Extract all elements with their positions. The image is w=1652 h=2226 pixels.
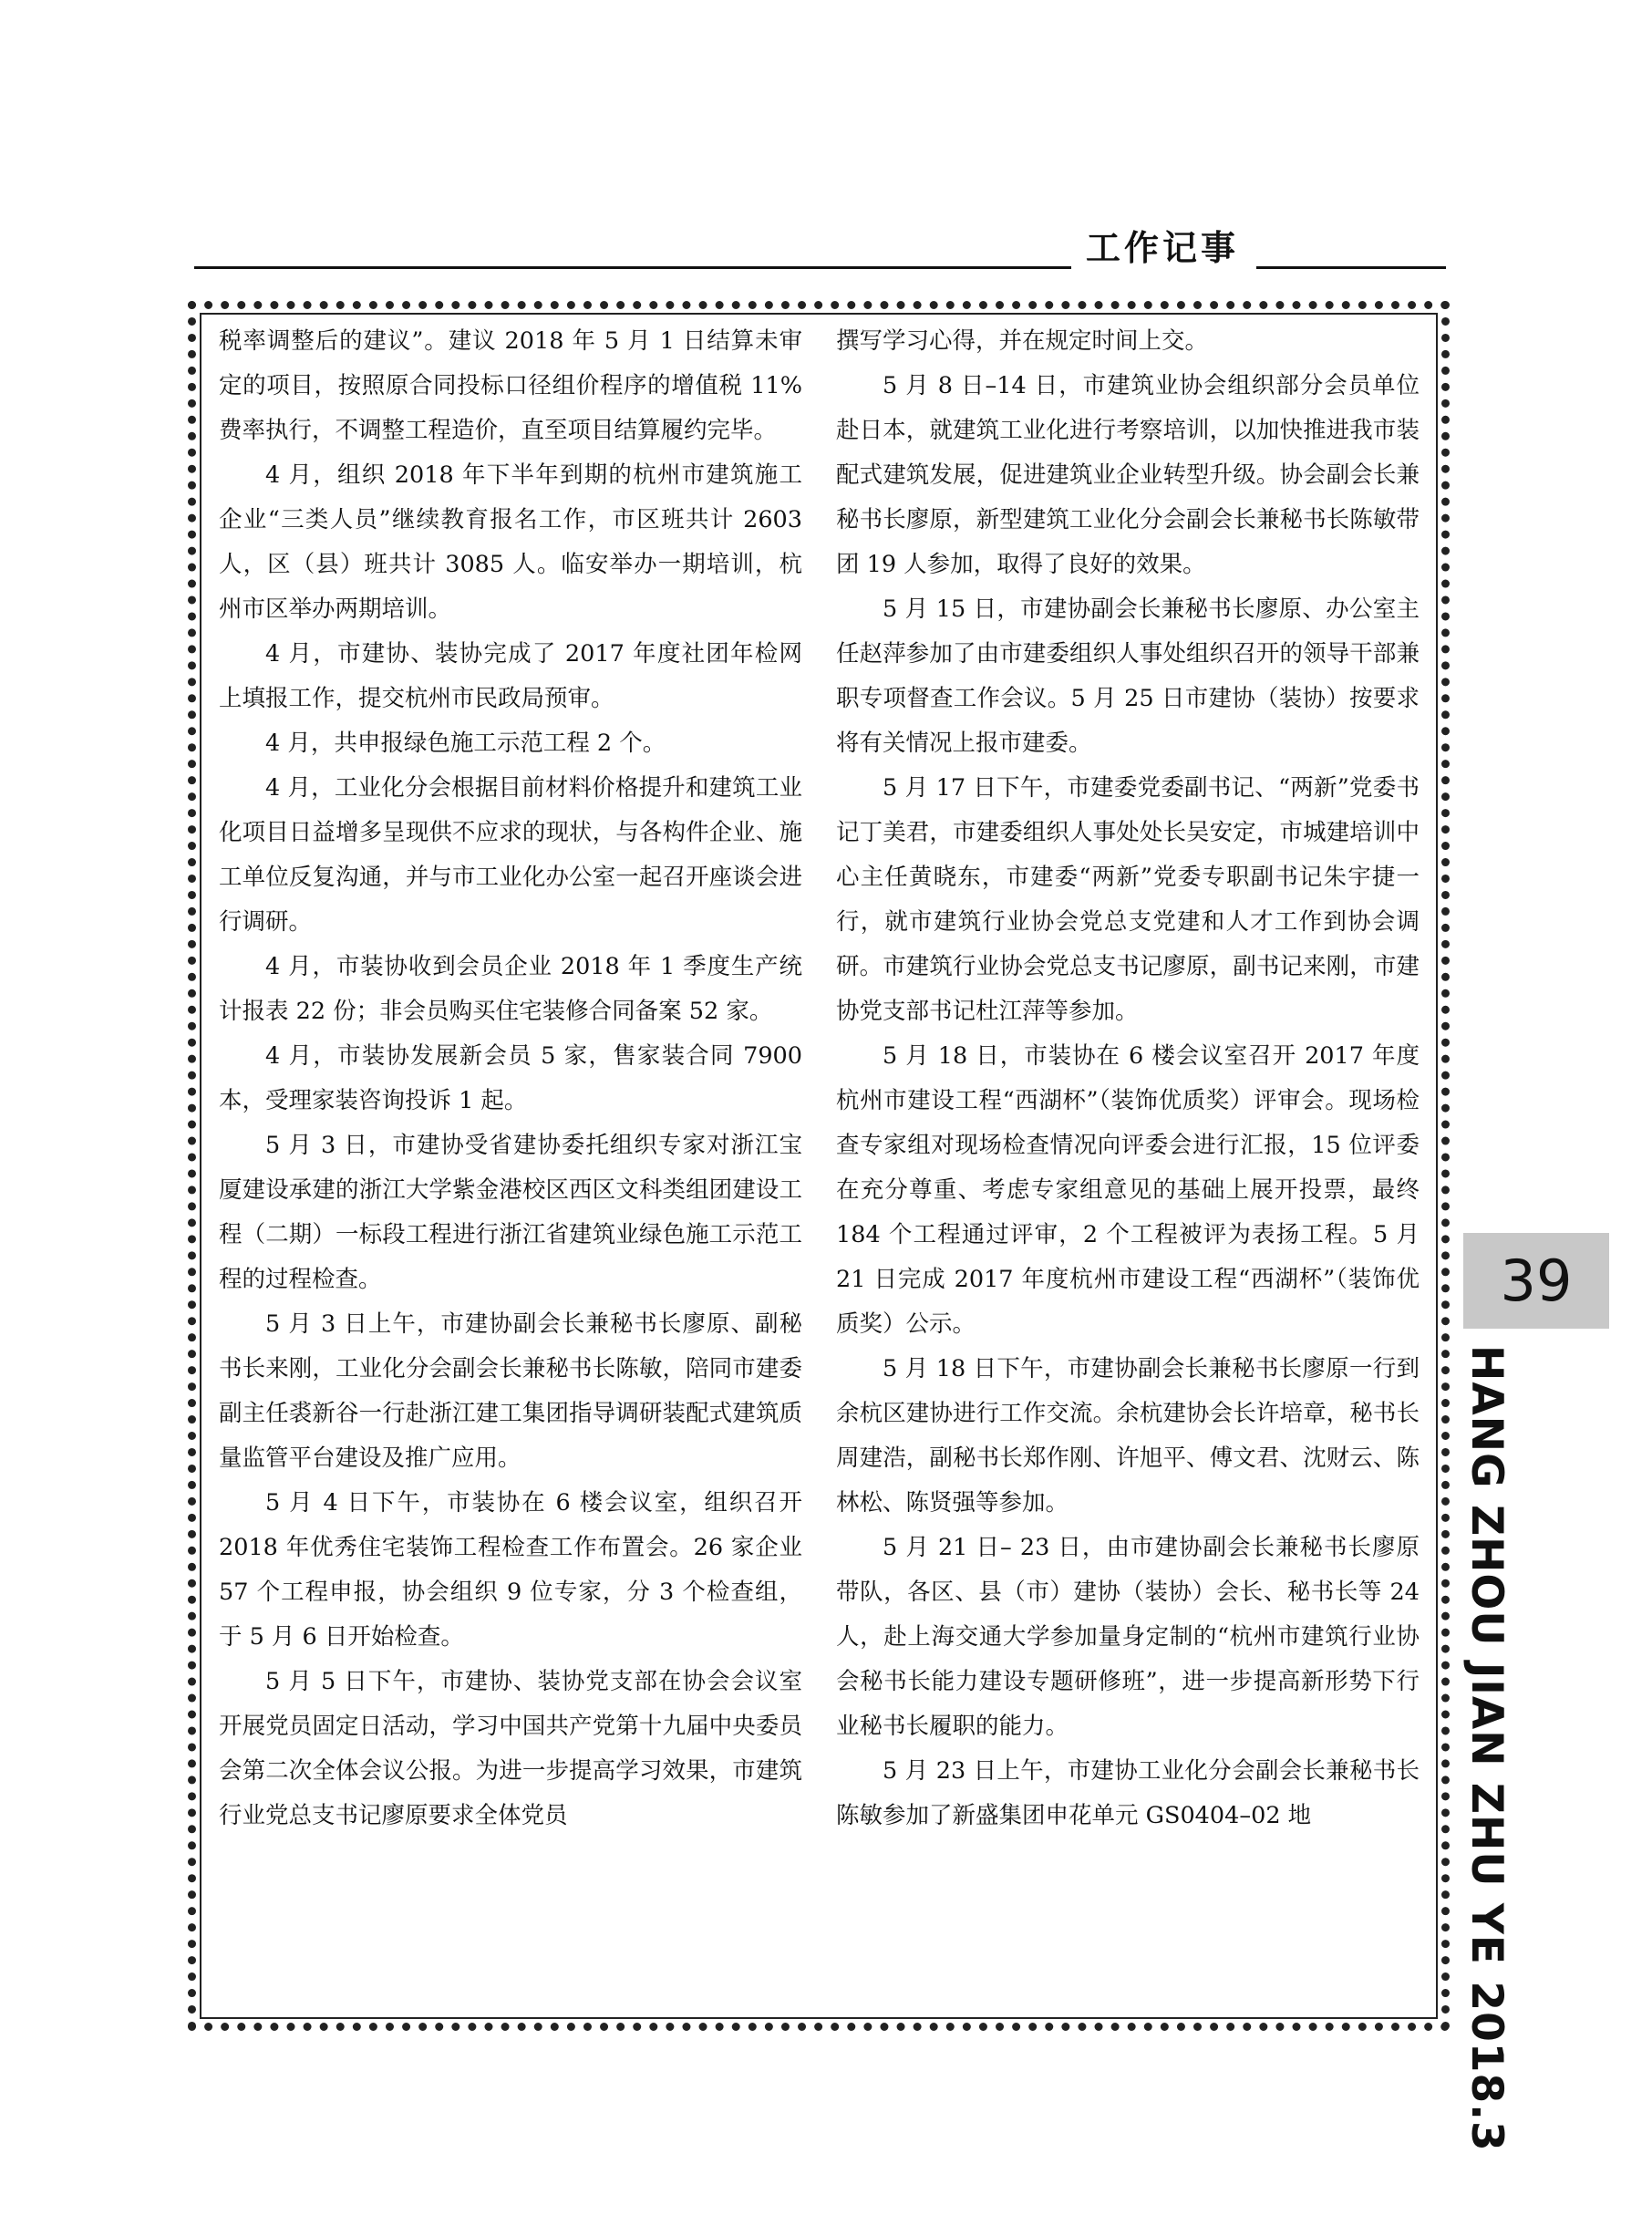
paragraph: 5 月 3 日上午，市建协副会长兼秘书长廖原、副秘书长来刚，工业化分会副会长兼秘书长陈敏，陪同市建委副主任裘新谷一行赴浙江建工集团指导调研装配式建筑质量监管平台建设及推广应用。 bbox=[219, 1310, 802, 1472]
paragraph: 5 月 23 日上午，市建协工业化分会副会长兼秘书长陈敏参加了新盛集团申花单元 GS0404–02 地 bbox=[836, 1757, 1420, 1829]
section-title: 工作记事 bbox=[1085, 228, 1239, 268]
paragraph: 税率调整后的建议”。建议 2018 年 5 月 1 日结算未审定的项目，按照原合同投标口径组价程序的增值税 11%费率执行，不调整工程造价，直至项目结算履约完毕。 bbox=[219, 327, 802, 444]
paragraph: 5 月 5 日下午，市建协、装协党支部在协会会议室开展党员固定日活动，学习中国共产党第十九届中央委员会第二次全体会议公报。为进一步提高学习效果，市建筑行业党总支书记廖原要求全体党员 bbox=[219, 1668, 802, 1829]
header-rule-right bbox=[1256, 266, 1446, 269]
paragraph: 5 月 18 日下午，市建协副会长兼秘书长廖原一行到余杭区建协进行工作交流。余杭建协会长许培章，秘书长周建浩，副秘书长郑作刚、许旭平、傅文君、沈财云、陈林松、陈贤强等参加。 bbox=[836, 1355, 1420, 1517]
paragraph: 5 月 18 日，市装协在 6 楼会议室召开 2017 年度杭州市建设工程“西湖杯”（装饰优质奖）评审会。现场检查专家组对现场检查情况向评委会进行汇报，15 位评委在充分尊重、考虑专家组意见的基础上展开投票，最终 184 个工程通过评审，2 个工程被评为表扬工程。5 月 21 日完成 2017 年度杭州市建设工程“西湖杯”（装饰优质奖）公示。 bbox=[836, 1042, 1420, 1338]
journal-footer-text: HANG ZHOU JIAN ZHU YE 2018.3 bbox=[1461, 1345, 1512, 2152]
paragraph: 5 月 4 日下午，市装协在 6 楼会议室，组织召开 2018 年优秀住宅装饰工程检查工作布置会。26 家企业 57 个工程申报，协会组织 9 位专家，分 3 个检查组，于 5 月 6 日开始检查。 bbox=[219, 1489, 802, 1651]
paragraph: 撰写学习心得，并在规定时间上交。 bbox=[836, 327, 1209, 355]
right-column bbox=[836, 319, 1420, 1838]
paragraph: 5 月 17 日下午，市建委党委副书记、“两新”党委书记丁美君，市建委组织人事处处长吴安定，市城建培训中心主任黄晓东，市建委“两新”党委专职副书记朱宇捷一行，就市建筑行业协会党总支党建和人才工作到协会调研。市建筑行业协会党总支书记廖原，副书记来刚，市建协党支部书记杜江萍等参加。 bbox=[836, 774, 1420, 1025]
paragraph: 4 月，市建协、装协完成了 2017 年度社团年检网上填报工作，提交杭州市民政局预审。 bbox=[219, 640, 802, 712]
paragraph: 4 月，工业化分会根据目前材料价格提升和建筑工业化项目日益增多呈现供不应求的现状，与各构件企业、施工单位反复沟通，并与市工业化办公室一起召开座谈会进行调研。 bbox=[219, 774, 802, 936]
paragraph: 4 月，组织 2018 年下半年到期的杭州市建筑施工企业“三类人员”继续教育报名工作，市区班共计 2603 人，区（县）班共计 3085 人。临安举办一期培训，杭州市区举办两期培训。 bbox=[219, 461, 802, 623]
paragraph: 5 月 21 日– 23 日，由市建协副会长兼秘书长廖原带队，各区、县（市）建协（装协）会长、秘书长等 24 人，赴上海交通大学参加量身定制的“杭州市建筑行业协会秘书长能力建设专题研修班”，进一步提高新形势下行业秘书长履职的能力。 bbox=[836, 1534, 1420, 1740]
paragraph: 5 月 15 日，市建协副会长兼秘书长廖原、办公室主任赵萍参加了由市建委组织人事处组织召开的领导干部兼职专项督查工作会议。5 月 25 日市建协（装协）按要求将有关情况上报市建委。 bbox=[836, 595, 1420, 757]
paragraph: 4 月，市装协发展新会员 5 家，售家装合同 7900 本，受理家装咨询投诉 1 起。 bbox=[219, 1042, 802, 1114]
paragraph: 5 月 8 日–14 日，市建筑业协会组织部分会员单位赴日本，就建筑工业化进行考察培训，以加快推进我市装配式建筑发展，促进建筑业企业转型升级。协会副会长兼秘书长廖原，新型建筑工业化分会副会长兼秘书长陈敏带团 19 人参加，取得了良好的效果。 bbox=[836, 372, 1420, 578]
paragraph: 4 月，共申报绿色施工示范工程 2 个。 bbox=[265, 730, 666, 757]
header-rule-left bbox=[194, 266, 1071, 269]
paragraph: 5 月 3 日，市建协受省建协委托组织专家对浙江宝厦建设承建的浙江大学紫金港校区西区文科类组团建设工程（二期）一标段工程进行浙江省建筑业绿色施工示范工程的过程检查。 bbox=[219, 1132, 802, 1293]
page-number: 39 bbox=[1463, 1233, 1609, 1329]
left-column bbox=[219, 319, 802, 1838]
paragraph: 4 月，市装协收到会员企业 2018 年 1 季度生产统计报表 22 份；非会员购买住宅装修合同备案 52 家。 bbox=[219, 953, 802, 1025]
